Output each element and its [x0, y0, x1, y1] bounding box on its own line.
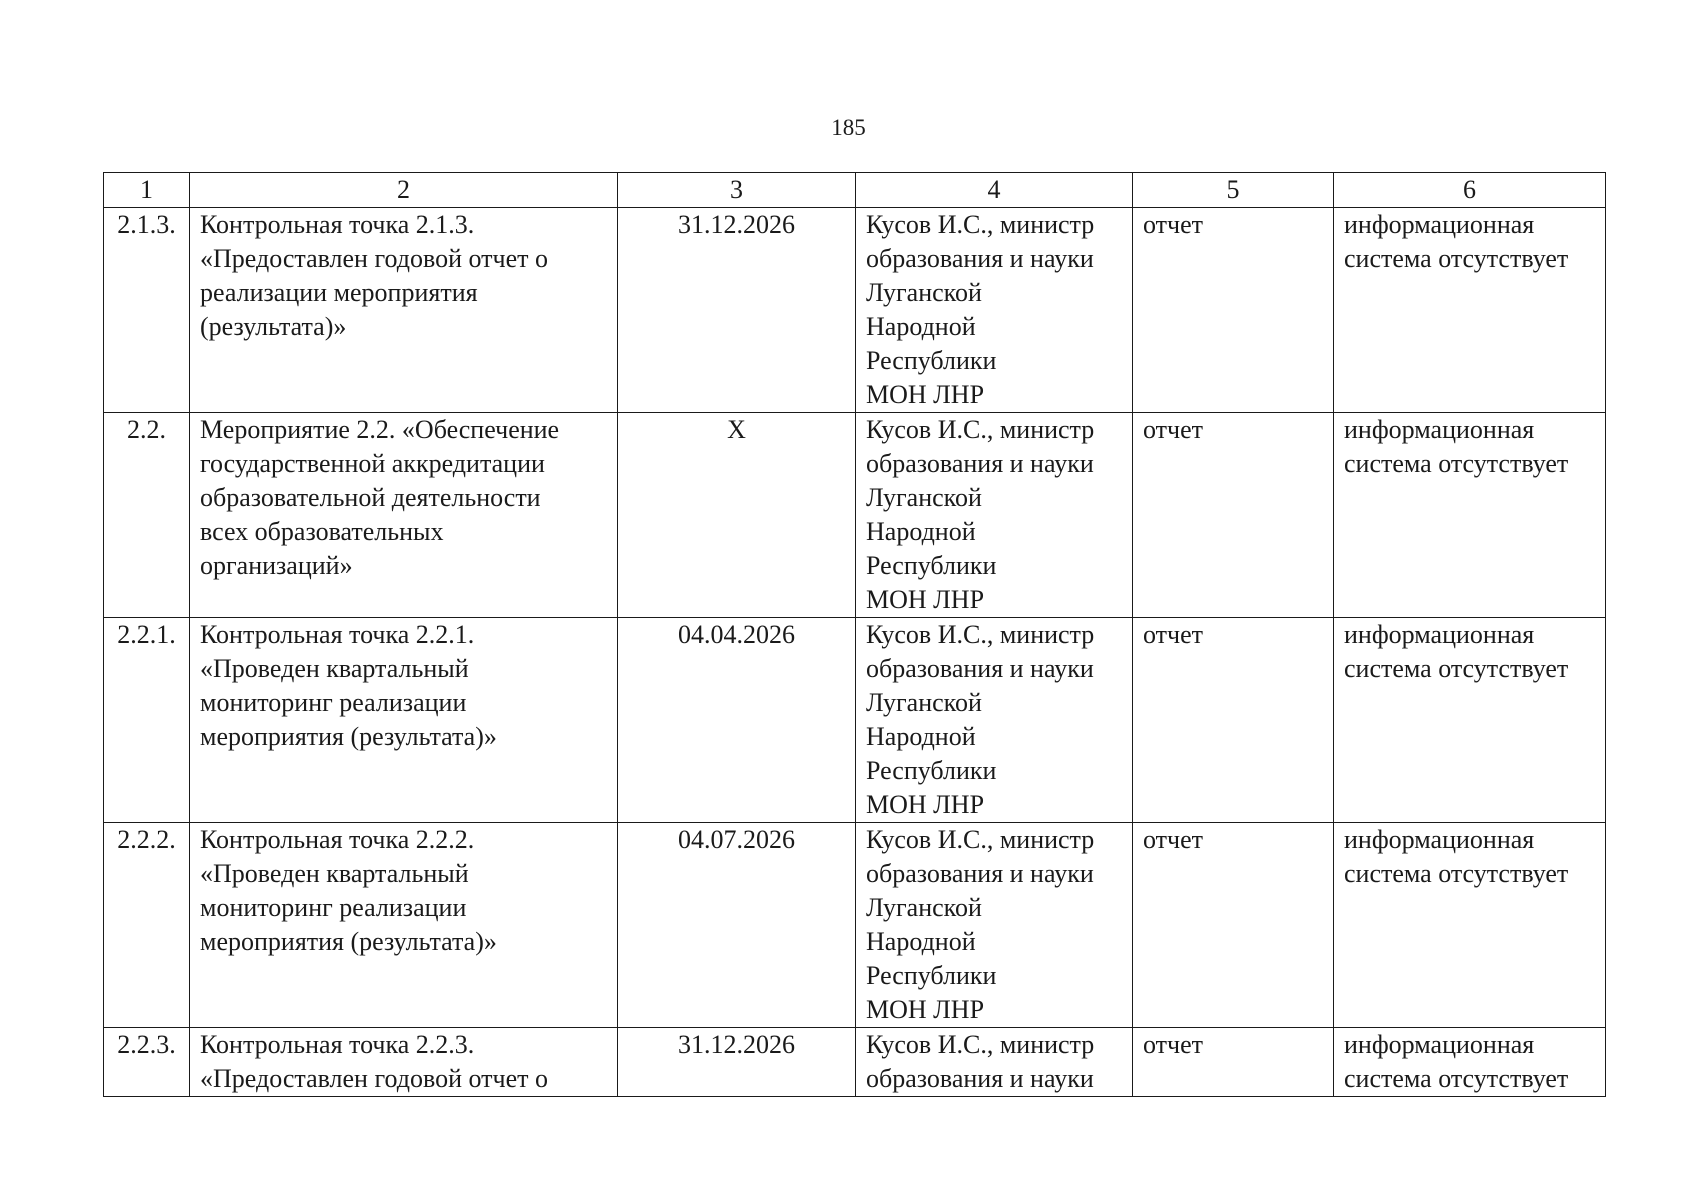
column-number-5: 5	[1133, 173, 1334, 208]
document-type-cell: отчет	[1133, 618, 1334, 823]
item-name-line: «Предоставлен годовой отчет о	[200, 244, 548, 273]
item-name-line: всех образовательных	[200, 517, 444, 546]
responsible-line: образования и науки	[866, 244, 1094, 273]
item-name-line: «Проведен квартальный	[200, 654, 469, 683]
document-type-cell: отчет	[1133, 413, 1334, 618]
responsible-cell	[856, 208, 1133, 413]
item-name-line: мероприятия (результата)»	[200, 722, 497, 751]
responsible-line: образования и науки	[866, 654, 1094, 683]
information-system-cell	[1334, 208, 1606, 413]
document-type-cell: отчет	[1133, 1028, 1334, 1097]
responsible-line: Кусов И.С., министр	[866, 825, 1095, 854]
item-number-cell: 2.2.	[104, 413, 190, 618]
item-number-cell: 2.2.3.	[104, 1028, 190, 1097]
information-system-line: информационная	[1344, 210, 1535, 239]
item-name-line: образовательной деятельности	[200, 483, 541, 512]
responsible-line: Кусов И.С., министр	[866, 1030, 1095, 1059]
information-system-line: информационная	[1344, 825, 1535, 854]
item-name-cell	[190, 823, 618, 1028]
item-number-cell: 2.1.3.	[104, 208, 190, 413]
item-name-line: Контрольная точка 2.2.3.	[200, 1030, 475, 1059]
item-number-cell: 2.2.1.	[104, 618, 190, 823]
item-name-cell	[190, 413, 618, 618]
deadline-cell: X	[618, 413, 856, 618]
deadline-cell: 04.04.2026	[618, 618, 856, 823]
column-number-1: 1	[104, 173, 190, 208]
item-name-line: мероприятия (результата)»	[200, 927, 497, 956]
information-system-line: информационная	[1344, 1030, 1535, 1059]
item-name-line: (результата)»	[200, 312, 347, 341]
item-name-line: организаций»	[200, 551, 353, 580]
responsible-line: Республики	[866, 961, 997, 990]
responsible-cell	[856, 1028, 1133, 1097]
item-number-cell: 2.2.2.	[104, 823, 190, 1028]
information-system-line: система отсутствует	[1344, 859, 1569, 888]
column-number-2: 2	[190, 173, 618, 208]
deadline-cell: 04.07.2026	[618, 823, 856, 1028]
item-name-line: государственной аккредитации	[200, 449, 545, 478]
information-system-cell	[1334, 1028, 1606, 1097]
responsible-line: образования и науки	[866, 859, 1094, 888]
item-name-line: Мероприятие 2.2. «Обеспечение	[200, 415, 560, 444]
item-name-cell	[190, 1028, 618, 1097]
column-number-4: 4	[856, 173, 1133, 208]
deadline-cell: 31.12.2026	[618, 1028, 856, 1097]
item-name-line: «Проведен квартальный	[200, 859, 469, 888]
responsible-line: МОН ЛНР	[866, 380, 985, 409]
item-name-line: мониторинг реализации	[200, 688, 467, 717]
responsible-line: Народной	[866, 927, 976, 956]
information-system-cell	[1334, 413, 1606, 618]
responsible-line: Республики	[866, 346, 997, 375]
information-system-line: информационная	[1344, 415, 1535, 444]
responsible-line: Кусов И.С., министр	[866, 415, 1095, 444]
responsible-line: Народной	[866, 517, 976, 546]
responsible-line: Луганской	[866, 893, 982, 922]
plan-table	[103, 172, 1606, 1097]
responsible-cell	[856, 823, 1133, 1028]
document-type-cell: отчет	[1133, 208, 1334, 413]
item-name-line: «Предоставлен годовой отчет о	[200, 1064, 548, 1093]
column-number-row	[104, 173, 1606, 208]
responsible-line: образования и науки	[866, 1064, 1094, 1093]
item-name-line: Контрольная точка 2.2.2.	[200, 825, 475, 854]
information-system-cell	[1334, 618, 1606, 823]
responsible-line: МОН ЛНР	[866, 790, 985, 819]
responsible-line: МОН ЛНР	[866, 585, 985, 614]
table-row	[104, 413, 1606, 618]
responsible-line: Народной	[866, 722, 976, 751]
item-name-line: Контрольная точка 2.1.3.	[200, 210, 475, 239]
responsible-line: Республики	[866, 756, 997, 785]
responsible-line: Луганской	[866, 688, 982, 717]
item-name-line: Контрольная точка 2.2.1.	[200, 620, 475, 649]
item-name-cell	[190, 618, 618, 823]
column-number-6: 6	[1334, 173, 1606, 208]
information-system-cell	[1334, 823, 1606, 1028]
information-system-line: система отсутствует	[1344, 449, 1569, 478]
responsible-line: Кусов И.С., министр	[866, 620, 1095, 649]
responsible-line: Луганской	[866, 278, 982, 307]
information-system-line: система отсутствует	[1344, 244, 1569, 273]
document-type-cell: отчет	[1133, 823, 1334, 1028]
responsible-line: Луганской	[866, 483, 982, 512]
responsible-cell	[856, 618, 1133, 823]
responsible-line: Кусов И.С., министр	[866, 210, 1095, 239]
responsible-cell	[856, 413, 1133, 618]
page-number: 185	[831, 115, 866, 140]
responsible-line: МОН ЛНР	[866, 995, 985, 1024]
item-name-line: мониторинг реализации	[200, 893, 467, 922]
information-system-line: система отсутствует	[1344, 1064, 1569, 1093]
information-system-line: информационная	[1344, 620, 1535, 649]
information-system-line: система отсутствует	[1344, 654, 1569, 683]
table-row	[104, 1028, 1606, 1097]
item-name-cell	[190, 208, 618, 413]
table-body	[104, 208, 1606, 1097]
deadline-cell: 31.12.2026	[618, 208, 856, 413]
table-row	[104, 823, 1606, 1028]
responsible-line: Народной	[866, 312, 976, 341]
responsible-line: Республики	[866, 551, 997, 580]
column-number-3: 3	[618, 173, 856, 208]
item-name-line: реализации мероприятия	[200, 278, 478, 307]
table-row	[104, 208, 1606, 413]
responsible-line: образования и науки	[866, 449, 1094, 478]
table-row	[104, 618, 1606, 823]
